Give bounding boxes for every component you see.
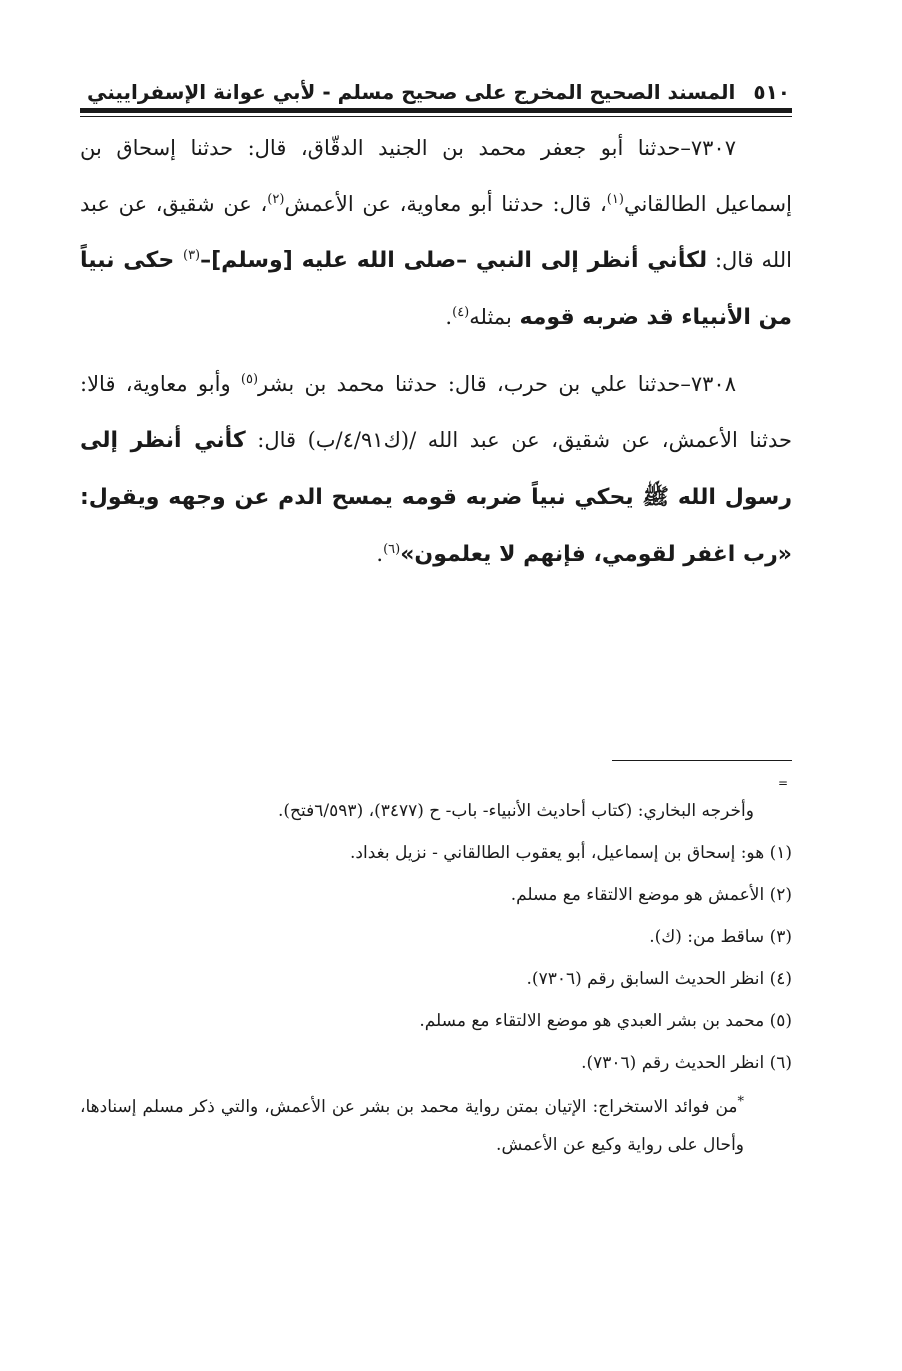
note-asterisk: *	[737, 1094, 744, 1110]
footnote-separator	[612, 760, 792, 761]
footnote-2: (٢) الأعمش هو موضع الالتقاء مع مسلم.	[510, 885, 792, 905]
hadith-7308: ٧٣٠٨–حدثنا علي بن حرب، قال: حدثنا محمد بن بشر$^{(٥)}$ وأبو معاوية، قالا: حدثنا الأعمش، عن شقيق، عن عبد الله /(ك٤/٩١/ب) قال: كأني أنظر إلى رسول الله ﷺ يحكي نبياً ضربه قومه يمسح الدم عن وجهه ويقول: «رب اغفر لقومي، فإنهم لا يعلمون»$^{(٦)}$.	[80, 372, 792, 567]
footnote-5: (٥) محمد بن بشر العبدي هو موضع الالتقاء مع مسلم.	[419, 1011, 792, 1031]
footnote-ref-4: (٤)	[452, 305, 470, 320]
extraction-benefit-note: *من فوائد الاستخراج: الإتيان بمتن رواية محمد بن بشر عن الأعمش، والتي ذكر مسلم إسنادها، وأحال على رواية وكيع عن الأعمش.	[80, 1094, 744, 1155]
footnote-ref-1: (١)	[606, 192, 624, 207]
footnote-ref-5: (٥)	[240, 372, 259, 387]
page-number: ٥١٠	[753, 80, 790, 104]
footnote-ref-6: (٦)	[383, 542, 401, 557]
continuation-mark: =	[778, 776, 789, 790]
book-title: المسند الصحيح المخرج على صحيح مسلم - لأبي عوانة الإسفراييني	[86, 80, 736, 104]
main-text	[80, 120, 792, 583]
hadith-7307: ٧٣٠٧–حدثنا أبو جعفر محمد بن الجنيد الدقّاق، قال: حدثنا إسحاق بن إسماعيل الطالقاني$^{(١)}$، قال: حدثنا أبو معاوية، عن الأعمش$^{(٢)}$، عن شقيق، عن عبد الله قال: لكأني أنظر إلى النبي –صلى الله عليه [وسلم]–$^{(٣)}$ حكى نبياً من الأنبياء قد ضربه قومه بمثله$^{(٤)}$.	[80, 136, 792, 330]
footnote-1: (١) هو: إسحاق بن إسماعيل، أبو يعقوب الطالقاني - نزيل بغداد.	[350, 843, 792, 863]
footnote-continuation: وأخرجه البخاري: (كتاب أحاديث الأنبياء- باب- ح (٣٤٧٧)، (٦/٥٩٣فتح).	[278, 801, 754, 821]
footnote-3: (٣) ساقط من: (ك).	[649, 927, 792, 947]
footnote-ref-2: (٢)	[267, 192, 285, 207]
header-rule-thin	[80, 116, 792, 117]
hadith-matn: كأني أنظر إلى رسول الله ﷺ يحكي نبياً ضربه قومه يمسح الدم عن وجهه ويقول: «رب اغفر لقومي، فإنهم لا يعلمون»	[80, 428, 792, 567]
header-rule-thick	[80, 108, 792, 113]
footnote-4: (٤) انظر الحديث السابق رقم (٧٣٠٦).	[526, 969, 792, 989]
footnotes	[80, 790, 792, 1164]
footnote-6: (٦) انظر الحديث رقم (٧٣٠٦).	[581, 1053, 792, 1073]
hadith-matn: لكأني أنظر إلى النبي –صلى الله عليه [وسلم]–	[200, 248, 708, 273]
footnote-ref-3: (٣)	[182, 248, 201, 263]
running-header	[86, 70, 790, 104]
